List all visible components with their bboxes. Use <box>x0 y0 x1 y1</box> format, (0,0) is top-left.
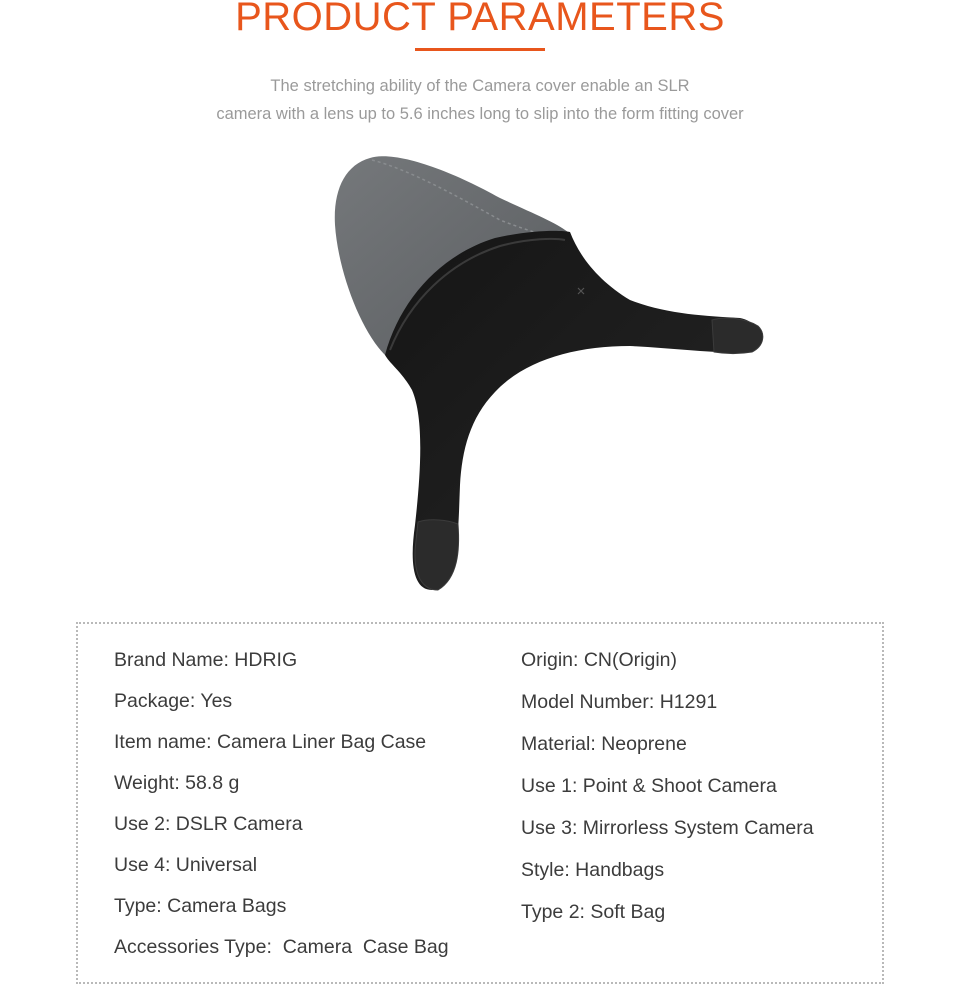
subtitle-line-2: camera with a lens up to 5.6 inches long to slip into the form fitting cover <box>216 105 744 123</box>
specifications-box <box>76 622 884 984</box>
spec-material: Material: Neoprene <box>521 733 687 755</box>
subtitle-line-1: The stretching ability of the Camera cover enable an SLR <box>270 77 690 95</box>
spec-brand-name: Brand Name: HDRIG <box>114 649 298 671</box>
title-underline <box>415 48 545 51</box>
spec-weight: Weight: 58.8 g <box>114 772 240 794</box>
spec-use-2: Use 2: DSLR Camera <box>114 813 303 835</box>
spec-model-number: Model Number: H1291 <box>521 691 718 713</box>
camera-cover-product-image <box>0 135 960 605</box>
spec-type: Type: Camera Bags <box>114 895 287 917</box>
specifications-left-column <box>114 642 449 970</box>
spec-type-2: Type 2: Soft Bag <box>521 901 666 923</box>
spec-origin: Origin: CN(Origin) <box>521 649 678 671</box>
velcro-tab-right <box>712 318 763 354</box>
spec-package: Package: Yes <box>114 690 233 712</box>
spec-use-1: Use 1: Point & Shoot Camera <box>521 775 777 797</box>
spec-use-3: Use 3: Mirrorless System Camera <box>521 817 814 839</box>
spec-item-name: Item name: Camera Liner Bag Case <box>114 731 427 753</box>
page-title: PRODUCT PARAMETERS <box>235 0 725 39</box>
specifications-right-column <box>521 642 814 936</box>
spec-accessories-type: Accessories Type: Camera Case Bag <box>114 936 449 958</box>
spec-use-4: Use 4: Universal <box>114 854 258 876</box>
spec-style: Style: Handbags <box>521 859 665 881</box>
velcro-tab-bottom <box>415 520 459 590</box>
page-subtitle <box>0 72 960 128</box>
